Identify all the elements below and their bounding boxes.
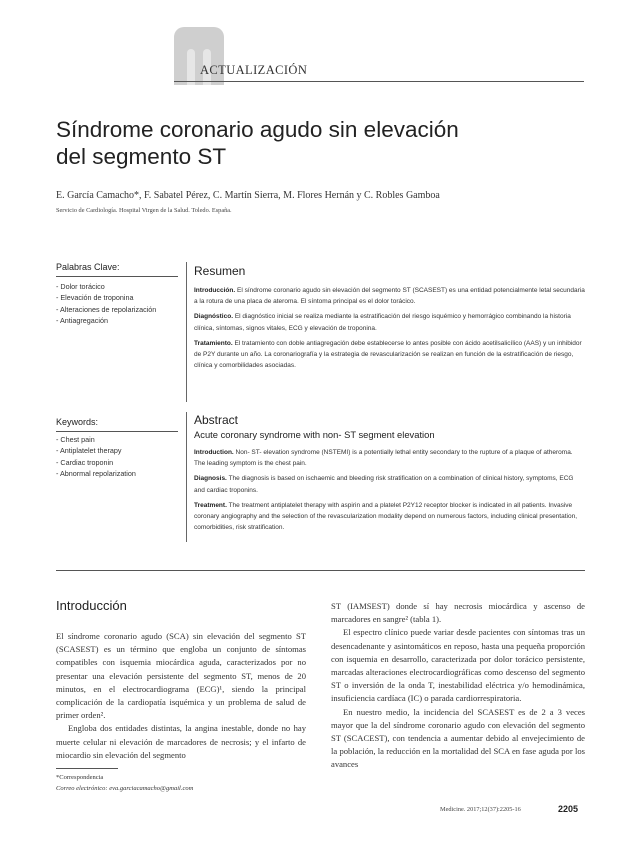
intro-paragraph: ST (IAMSEST) donde sí hay necrosis miocárdica y ascenso de marcadores en sangre² (tabla 1). xyxy=(331,601,585,625)
column-divider xyxy=(186,412,187,542)
keyword-item: - Chest pain xyxy=(56,435,95,444)
header-divider xyxy=(174,81,584,82)
abstract-heading: Abstract xyxy=(194,413,239,427)
keyword-item: - Elevación de troponina xyxy=(56,293,134,303)
intro-paragraph: En nuestro medio, la incidencia del SCASEST es de 2 a 3 veces mayor que la del síndrome coronario agudo con elevación del segmento ST (SCACEST), con tendencia a aumentar debido al envejecimiento de la población, la reducción en la mortalidad del SCA en fase aguda por los avances xyxy=(331,706,585,770)
column-divider xyxy=(186,262,187,402)
keyword-item: - Dolor torácico xyxy=(56,282,105,291)
resumen-diagnosis: Diagnóstico. El diagnóstico inicial se realiza mediante la estratificación del riesgo isquémico y hemorrágico combinando la historia clínica, síntomas, signos vitales, ECG y elevación de troponina. xyxy=(194,313,571,332)
keywords-en-heading: Keywords: xyxy=(56,417,99,427)
resumen-section xyxy=(194,264,585,371)
abstract-subtitle: Acute coronary syndrome with non- ST segment elevation xyxy=(194,429,435,440)
intro-heading: Introducción xyxy=(56,598,127,613)
keyword-item: - Alteraciones de repolarización xyxy=(56,304,157,314)
abstract-section xyxy=(194,413,585,533)
footnote-correspondence: *Correspondencia xyxy=(56,774,104,781)
affiliation: Servicio de Cardiología. Hospital Virgen de la Salud. Toledo. España. xyxy=(56,207,232,214)
intro-right-column xyxy=(331,600,585,772)
intro-paragraph: Engloba dos entidades distintas, la angina inestable, donde no hay muerte celular ni elevación de marcadores de necrosis; y el infarto de miocardio sin elevación del segmento xyxy=(56,723,306,760)
footnote-email: Correo electrónico: eva.garciacamacho@gmail.com xyxy=(56,785,194,792)
keywords-es xyxy=(56,262,178,326)
resumen-intro: Introducción. El síndrome coronario agudo sin elevación del segmento ST (SCASEST) es una entidad potencialmente letal secundaria a la rotura de una placa de ateroma. El síntoma principal es el dolor torácico. xyxy=(194,287,585,306)
keyword-item: - Cardiac troponin xyxy=(56,457,114,467)
abstract-divider xyxy=(56,570,585,571)
keyword-item: - Antiagregación xyxy=(56,315,108,325)
keywords-en xyxy=(56,417,178,479)
intro-left-column xyxy=(56,630,306,762)
section-label: ACTUALIZACIÓN xyxy=(200,63,308,77)
keyword-item: - Abnormal repolarization xyxy=(56,468,136,478)
keywords-es-heading: Palabras Clave: xyxy=(56,262,120,272)
intro-paragraph: El síndrome coronario agudo (SCA) sin elevación del segmento ST (SCASEST) es un término que engloba un conjunto de síntomas compatibles con isquemia miocárdica aguda, caracterizados por no presentar una elevación persistente del segmento ST, menos de 20 minutos, en el electrocardiograma (ECG)¹, siendo la principal complicación de la cardiopatía isquémica y un problema de salud de primer orden². xyxy=(56,631,306,721)
resumen-heading: Resumen xyxy=(194,264,246,278)
footnote-divider xyxy=(56,768,118,769)
page-number: 2205 xyxy=(558,804,579,814)
keyword-item: - Antiplatelet therapy xyxy=(56,446,122,456)
journal-citation: Medicine. 2017;12(37):2205-16 xyxy=(440,806,521,813)
abstract-intro: Introduction. Non- ST- elevation syndrome (NSTEMI) is a potentially lethal entity secondary to the rupture of a plaque of atheroma. The leading symptom is the chest pain. xyxy=(194,449,573,468)
intro-paragraph: El espectro clínico puede variar desde pacientes con síntomas tras un desencadenante y asintomáticos en reposo, hasta una pequeña proporción con isquemia en desarrollo, caracterizada por dolor torácico persistente, marcadas alteraciones electrocardiográficas como descenso del segmento ST o inversión de la onda T, inestabilidad eléctrica y/o hemodinámica, insuficiencia cardíaca (IC) o parada cardiorrespiratoria. xyxy=(331,627,585,704)
resumen-treatment: Tratamiento. El tratamiento con doble antiagregación debe establecerse lo antes posible con ácido acetilsalicílico (AAS) y un inhibidor de P2Y durante un año. La coronariografía y la estrategia de revascularización se realizan en función de la estratificación de riesgo, clínica y comorbilidades asociadas. xyxy=(194,339,582,370)
article-title: Síndrome coronario agudo sin elevación del segmento ST xyxy=(56,117,459,169)
author-list: E. García Camacho*, F. Sabatel Pérez, C. Martín Sierra, M. Flores Hernán y C. Robles Gamboa xyxy=(56,190,440,201)
abstract-treatment: Treatment. The treatment antiplatelet therapy with aspirin and a platelet P2Y12 receptor blocker is indicated in all patients. Invasive coronary angiography and the selection of the revascularization modality depend on numerous factors, including clinical presentation, comorbidities, risk stratification. xyxy=(194,501,578,532)
abstract-diagnosis: Diagnosis. The diagnosis is based on ischaemic and bleeding risk stratification on a combination of clinical history, symptoms, ECG and cardiac troponins. xyxy=(194,475,574,494)
